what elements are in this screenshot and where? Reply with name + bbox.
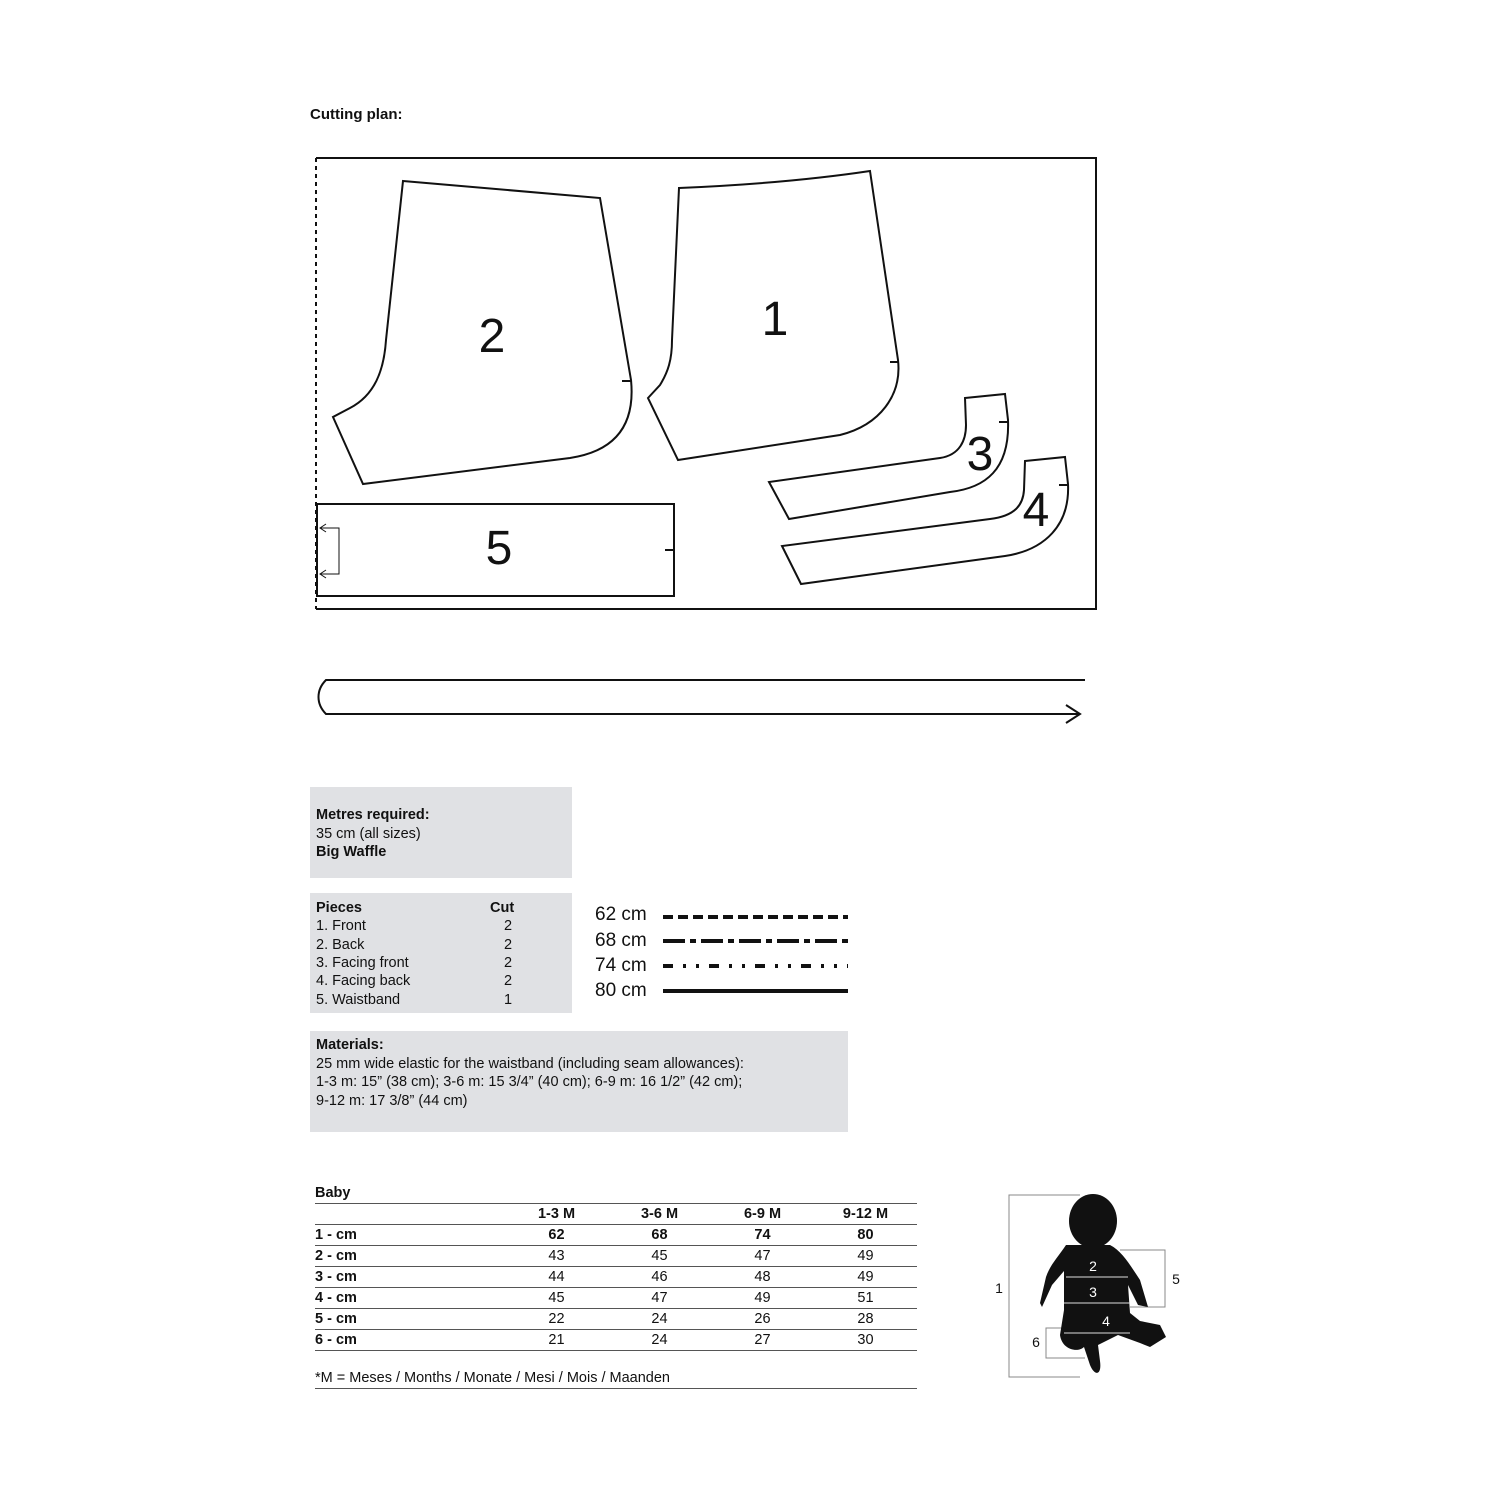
grain-direction-line [319, 680, 1086, 714]
piece-cut: 1 [504, 991, 513, 1008]
size-group-label: Baby [315, 1183, 505, 1204]
cell: 27 [711, 1330, 814, 1351]
size-header: 1-3 M [505, 1204, 608, 1225]
cell: 26 [711, 1309, 814, 1330]
row-label: 1 - cm [315, 1225, 505, 1246]
piece-cut: 2 [504, 918, 513, 935]
cell: 24 [608, 1309, 711, 1330]
figure-label-1: 1 [995, 1280, 1003, 1296]
figure-label-2: 2 [1089, 1258, 1097, 1274]
line-style-legend [660, 905, 855, 1000]
legend-label-74: 74 cm [595, 955, 647, 976]
row-label: 4 - cm [315, 1288, 505, 1309]
pieces-header [316, 899, 572, 917]
cell: 28 [814, 1309, 917, 1330]
piece-label-5: 5 [485, 522, 513, 575]
table-row [315, 1225, 917, 1246]
cell: 45 [505, 1288, 608, 1309]
cell: 51 [814, 1288, 917, 1309]
metres-required-box [310, 787, 572, 878]
cell: 24 [608, 1330, 711, 1351]
table-row [315, 1246, 917, 1267]
size-table [315, 1183, 917, 1351]
piece-name: 1. Front [316, 918, 366, 935]
materials-box [310, 1031, 848, 1132]
cell: 49 [814, 1267, 917, 1288]
size-header: 9-12 M [814, 1204, 917, 1225]
piece-cut: 2 [504, 973, 513, 990]
size-footnote: *M = Meses / Months / Monate / Mesi / Mois / Maanden [315, 1370, 917, 1389]
row-label: 3 - cm [315, 1267, 505, 1288]
table-row [315, 1267, 917, 1288]
cell: 49 [711, 1288, 814, 1309]
piece-cut: 2 [504, 936, 513, 953]
table-row [315, 1288, 917, 1309]
piece-name: 3. Facing front [316, 955, 409, 972]
materials-line: 1-3 m: 15” (38 cm); 3-6 m: 15 3/4” (40 cm); 6-9 m: 16 1/2” (42 cm); [316, 1074, 743, 1090]
materials-line: 9-12 m: 17 3/8” (44 cm) [316, 1092, 468, 1109]
cell: 68 [608, 1225, 711, 1246]
row-label: 2 - cm [315, 1246, 505, 1267]
cell: 21 [505, 1330, 608, 1351]
cell: 62 [505, 1225, 608, 1246]
metres-heading: Metres required: [316, 807, 430, 823]
cell: 49 [814, 1246, 917, 1267]
legend-label-68: 68 cm [595, 930, 647, 951]
materials-heading: Materials: [316, 1037, 384, 1053]
metres-amount: 35 cm (all sizes) [316, 825, 421, 842]
cell: 47 [711, 1246, 814, 1267]
cell: 30 [814, 1330, 917, 1351]
fabric-name: Big Waffle [316, 844, 387, 860]
pieces-row [316, 990, 572, 1008]
table-row [315, 1309, 917, 1330]
legend-label-80: 80 cm [595, 980, 647, 1001]
table-row [315, 1330, 917, 1351]
fabric-outline [316, 158, 1096, 609]
figure-label-4: 4 [1102, 1313, 1110, 1329]
cut-col-header: Cut [490, 900, 515, 917]
piece-label-1: 1 [761, 293, 789, 346]
piece-name: 2. Back [316, 936, 365, 953]
piece-name: 4. Facing back [316, 973, 411, 990]
pieces-row [316, 936, 572, 954]
figure-label-6: 6 [1032, 1334, 1040, 1350]
pieces-col-header: Pieces [316, 900, 362, 917]
cell: 46 [608, 1267, 711, 1288]
piece-name: 5. Waistband [316, 991, 401, 1008]
piece-cut: 2 [504, 955, 513, 972]
legend-label-62: 62 cm [595, 904, 647, 925]
materials-line: 25 mm wide elastic for the waistband (including seam allowances): [316, 1055, 744, 1072]
size-header: 6-9 M [711, 1204, 814, 1225]
piece-label-3: 3 [966, 428, 994, 481]
cell: 47 [608, 1288, 711, 1309]
figure-label-3: 3 [1089, 1284, 1097, 1300]
cell: 43 [505, 1246, 608, 1267]
cell: 74 [711, 1225, 814, 1246]
cell: 48 [711, 1267, 814, 1288]
row-label: 5 - cm [315, 1309, 505, 1330]
cell: 22 [505, 1309, 608, 1330]
row-label: 6 - cm [315, 1330, 505, 1351]
cell: 80 [814, 1225, 917, 1246]
baby-silhouette-icon [1040, 1194, 1166, 1373]
size-header: 3-6 M [608, 1204, 711, 1225]
cell: 45 [608, 1246, 711, 1267]
pieces-box [310, 893, 572, 1013]
piece-label-4: 4 [1022, 484, 1050, 537]
piece-label-2: 2 [478, 310, 506, 363]
cell: 44 [505, 1267, 608, 1288]
pieces-row [316, 917, 572, 935]
page-title: Cutting plan: [310, 106, 403, 123]
pieces-row [316, 954, 572, 972]
figure-label-5: 5 [1172, 1271, 1180, 1287]
baby-measurement-figure [980, 1185, 1200, 1385]
pieces-row [316, 972, 572, 990]
